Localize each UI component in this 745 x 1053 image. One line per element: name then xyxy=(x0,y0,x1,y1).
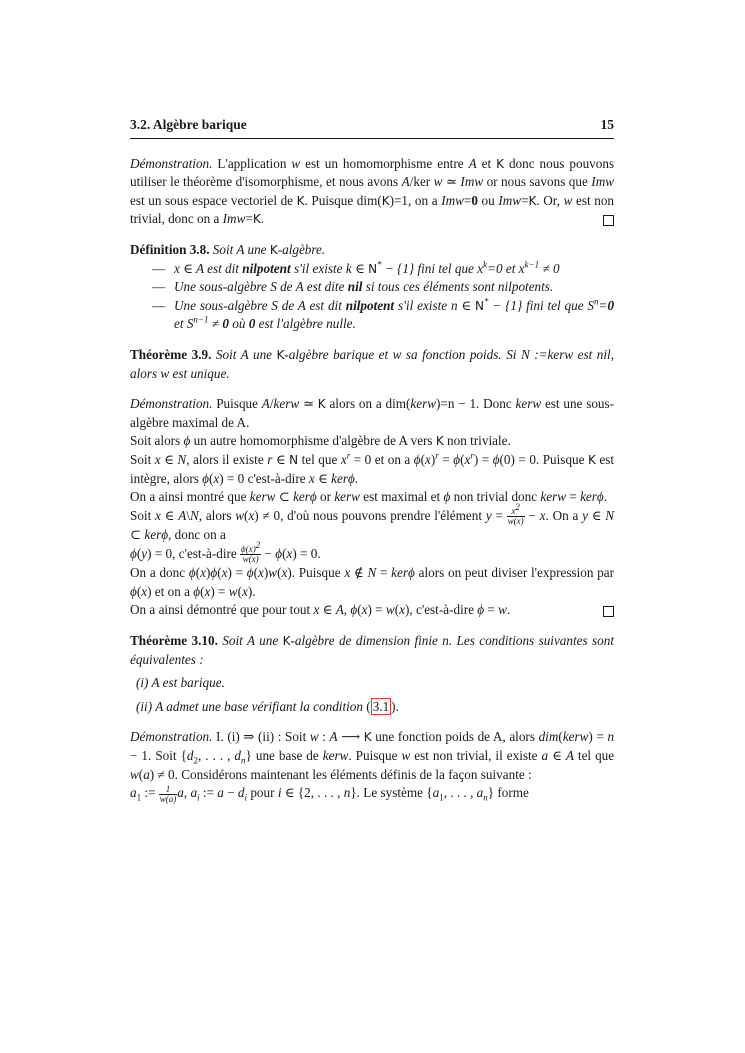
list-item: (i) A est barique. xyxy=(136,675,225,691)
page-content xyxy=(130,116,614,804)
theorem-label: Théorème 3.10. xyxy=(130,633,218,648)
definition-list xyxy=(130,260,614,334)
list-item: (ii) A admet une base vérifiant la condition ( 3.1 ). xyxy=(136,698,399,714)
list-item: — x ∈ A est dit nilpotent s'il existe k ∈ N* − {1} fini tel que $x^k=0$ et $x^{k-1} \ne 0$ xyxy=(152,260,614,279)
list-item: — Une sous-algèbre S de A est dite nil si tous ces éléments sont nilpotents. xyxy=(152,278,614,297)
list-item: — Une sous-algèbre S de A est dit nilpotent s'il existe n ∈ N* − {1} fini tel que $S^n=0$ et $S^{n-1} \ne 0$ où 0 est l'algèbre nulle. xyxy=(152,297,614,334)
equation-reference-link[interactable]: 3.1 xyxy=(372,698,390,714)
qed-square-icon xyxy=(603,215,614,226)
proof-block: Démonstration. Puisque A/kerw ≃ K alors on a dim(kerw)=n − 1. Donc kerw est une sous-algèbre maximal de A. Soit alors ϕ un autre homomorphisme d'algèbre de A vers K non triviale. Soit x ∈ N, alors il existe r ∈ N tel que $x^r = 0$ et on a $\phi(x)^r = \phi(x^r) = \phi(0) = 0$. Puisque K est intègre, alors ϕ(x) = 0 c'est-à-dire x ∈ kerϕ. On a ainsi montré que kerw ⊂ kerϕ or kerw est maximal et ϕ non trivial donc kerw = kerϕ. Soit x ∈ A\N, alors w(x) ≠ 0, d'où nous pouvons prendre l'élément y = $\frac{x^2}{w(x)}$ − x. On a y ∈ N ⊂ kerϕ, donc on a ϕ(y) = 0, c'est-à-dire $\frac{\phi(x)^2}{w(x)}$ − ϕ(x) = 0. On a donc ϕ(x)ϕ(x) = ϕ(x)w(x). Puisque x ∉ N = kerϕ alors on peut diviser l'expression par ϕ(x) et on a ϕ(x) = w(x). On a ainsi démontré que pour tout x ∈ A, ϕ(x) = w(x), c'est-à-dire ϕ = w. xyxy=(130,396,615,618)
theorem-label: Théorème 3.9. xyxy=(130,346,212,362)
proof-label: Démonstration. xyxy=(130,396,213,412)
page-number: 15 xyxy=(600,117,614,132)
definition-block: Définition 3.8. Soit A une K-algèbre. — x ∈ A est dit nilpotent s'il existe k ∈ N* − {1} fini tel que $x^k=0$ et $x^{k-1} \ne 0$ — Une sous-algèbre S de A est dite nil si tous ces éléments sont nilpotents. — Une sous-algèbre S de A est dit nilpotent s'il existe n ∈ N* − {1} fini tel que $S^n=0$ et $S^{n-1} \ne 0$ où 0 est l'algèbre nulle. xyxy=(130,241,614,334)
proof-paragraph: Démonstration. I. (i) ⇒ (ii) : Soit w : A ⟶ K une fonction poids de A, alors dim(kerw) = n − 1. Soit {$d_2$, . . . , $d_n$} une base de kerw. Puisque w est non trivial, il existe a ∈ A tel que w(a) ≠ 0. Considérons maintenant les éléments définis de la façon suivante : $a_1$ := $\frac{1}{w(a)}$ a, $a_i$ := $a - d_i$ pour i ∈ {2, . . . , n}. Le système {$a_1$, . . . , $a_n$} forme xyxy=(130,729,615,804)
definition-label: Définition 3.8. xyxy=(130,241,210,257)
condition-list xyxy=(130,674,614,716)
theorem-paragraph: Théorème 3.9. Soit A une K-algèbre barique et w sa fonction poids. Si N :=kerw est nil, alors w est unique. xyxy=(130,346,615,381)
qed-square-icon xyxy=(603,606,614,617)
proof-label: Démonstration. xyxy=(130,729,213,745)
proof-paragraph: Démonstration. L'application w est un homomorphisme entre A et K donc nous pouvons utiliser le théorème d'isomorphisme, et nous avons A/ker w ≃ Imw or nous savons que Imw est un sous espace vectoriel de K. Puisque dim(K)=1, on a Imw=0 ou Imw=K. Or, w est non trivial, donc on a Imw=K. xyxy=(130,155,615,227)
theorem-block: Théorème 3.10. Soit A une K-algèbre de dimension finie n. Les conditions suivantes sont équivalentes : (i) A est barique. (ii) A admet une base vérifiant la condition ( 3.1 ). xyxy=(130,632,614,716)
proof-label: Démonstration. xyxy=(130,155,213,171)
running-header xyxy=(130,116,614,139)
section-title: 3.2. Algèbre barique xyxy=(130,117,247,132)
